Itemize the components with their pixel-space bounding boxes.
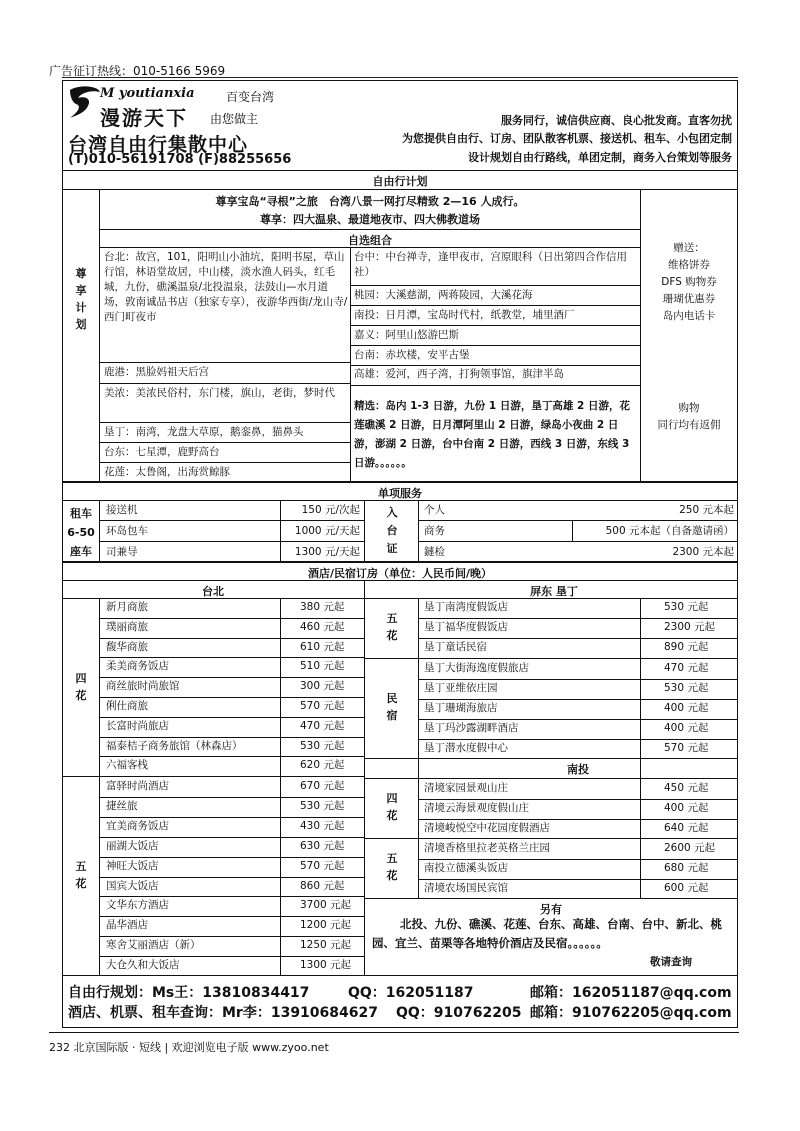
- hotel-name: 清境峻悦空中花园度假酒店: [424, 822, 550, 834]
- minsu-label: 民 宿: [386, 692, 398, 722]
- hotel-price: 620 元起: [300, 759, 345, 772]
- visa-price: 500 元本起（自备邀请函）: [605, 525, 734, 537]
- contact-planning-qq: QQ：162051187: [348, 985, 474, 1001]
- plan-title: 自由行计划: [372, 175, 428, 188]
- visa-type: 个人: [424, 504, 445, 516]
- plan-headline-1: 尊享宝岛“寻根”之旅 台湾八景一网打尽精致 2—16 人成行。: [215, 195, 525, 208]
- route-tainan: 台南：赤坎楼，安平古堡: [354, 349, 470, 361]
- contact-planning-mail: 邮箱：162051187@qq.com: [530, 985, 732, 1001]
- kenting-five-label: 五 花: [386, 612, 398, 642]
- hotel-name: 垦丁童话民宿: [424, 641, 487, 653]
- nantou-five-label: 五 花: [386, 852, 398, 882]
- services-title: 单项服务: [378, 487, 422, 500]
- brand-tagline-2: 由您做主: [210, 112, 259, 126]
- brand-phone: (T)010-56191708 (F)88255656: [68, 152, 292, 167]
- hotel-price: 530 元起: [664, 601, 709, 613]
- hotel-name: 垦丁福华度假饭店: [424, 621, 508, 633]
- rent-price: 1300 元/天起: [294, 546, 360, 558]
- hotel-price: 640 元起: [664, 822, 709, 834]
- hotel-price: 860 元起: [300, 879, 345, 892]
- logo-swirl-icon: [68, 84, 102, 120]
- hotel-price: 430 元起: [300, 819, 345, 832]
- hotel-name: 长富时尚旅店: [106, 719, 169, 732]
- hotel-price: 530 元起: [300, 739, 345, 752]
- hotel-price: 470 元起: [300, 719, 345, 732]
- hotel-name: 垦丁南湾度假饭店: [424, 601, 508, 613]
- top-rule: [62, 77, 738, 78]
- contact-planning: 自由行规划：Ms王：13810834417: [68, 985, 310, 1001]
- hotel-price: 460 元起: [300, 620, 345, 633]
- nantou-header: 南投: [567, 763, 589, 776]
- hotel-name: 文华东方酒店: [106, 899, 169, 912]
- hotel-name: 璞丽商旅: [106, 620, 148, 633]
- hotel-price: 570 元起: [664, 742, 709, 754]
- plan-side-label: 尊 享 计 划: [75, 267, 87, 331]
- gift-list: 赠送： 维格饼券 DFS 购物券 珊瑚优惠券 岛内电话卡: [661, 242, 717, 322]
- hotel-price: 510 元起: [300, 660, 345, 673]
- ad-hotline: 广告征订热线：010-5166 5969: [49, 64, 226, 78]
- route-kenting: 垦丁：南湾，龙盘大草原，鹅銮鼻，猫鼻头: [104, 426, 304, 438]
- hotel-name: 福泰桔子商务旅馆（林森店）: [106, 739, 243, 752]
- hotel-price: 1250 元起: [300, 939, 352, 952]
- visa-price: 250 元本起: [679, 504, 734, 516]
- hotel-name: 垦丁珊瑚海旅店: [424, 702, 498, 714]
- page-footer: 232 北京国际版 · 短线 | 欢迎浏览电子版 www.zyoo.net: [49, 1041, 329, 1054]
- hotel-price: 530 元起: [300, 799, 345, 812]
- hotel-name: 垦丁玛沙露湖畔酒店: [424, 722, 519, 734]
- four-flower-label: 四 花: [75, 672, 87, 702]
- visa-type: 商务: [424, 525, 445, 537]
- route-lukang: 鹿港：黑脸妈祖天后宫: [104, 366, 209, 378]
- hotel-name: 垦丁大街海逸度假旅店: [424, 662, 529, 674]
- hotel-price: 3700 元起: [300, 899, 352, 912]
- brand-tagline-1: 百变台湾: [226, 90, 275, 104]
- hotel-name: 国宾大饭店: [106, 879, 159, 892]
- rent-service: 司兼导: [106, 546, 138, 558]
- brand-center-name: 台湾自由行集散中心: [68, 134, 249, 156]
- hotel-price: 300 元起: [300, 680, 345, 693]
- route-taitung: 台东：七星潭，鹿野高台: [104, 446, 220, 458]
- hotel-name: 大仓久和大饭店: [106, 959, 180, 972]
- visa-type: 鏈检: [424, 546, 445, 558]
- hotel-name: 垦丁亚维依庄园: [424, 682, 498, 694]
- brand-english: M youtianxia: [100, 86, 195, 101]
- hotel-price: 680 元起: [664, 862, 709, 874]
- hotel-price: 600 元起: [664, 882, 709, 894]
- hotel-price: 1300 元起: [300, 959, 352, 972]
- route-nantou: 南投：日月潭，宝岛时代村，纸教堂，埔里酒厂: [354, 309, 575, 321]
- visa-label: 入 台 证: [386, 506, 398, 555]
- hotel-price: 890 元起: [664, 641, 709, 653]
- pingtung-header: 屏东 垦丁: [530, 585, 578, 598]
- combo-title: 自选组合: [348, 234, 392, 247]
- contact-booking-mail: 邮箱：910762205@qq.com: [530, 1005, 732, 1021]
- hotel-name: 馥华商旅: [106, 640, 148, 653]
- hotel-name: 宜美商务饭店: [106, 819, 169, 832]
- hotel-name: 寒舍艾丽酒店（新）: [106, 939, 201, 952]
- hotel-name: 六福客栈: [106, 759, 148, 772]
- other-hotels: 北投、九份、礁溪、花莲、台东、高雄、台南、台中、新北、桃园、宜兰、苗栗等各地特价酒店及民宿。。。。。。: [372, 917, 722, 950]
- route-meinong: 美浓：美浓民俗村，东门楼，旗山，老街，梦时代: [104, 387, 335, 399]
- other-title: 另有: [540, 903, 562, 916]
- hotel-name: 商丝旅时尚旅馆: [106, 680, 180, 693]
- slogan-3: 设计规划自由行路线，单团定制，商务入台策划等服务: [468, 151, 732, 164]
- hotel-name: 丽湖大饭店: [106, 839, 159, 852]
- slogan-1: 服务同行，诚信供应商、良心批发商。直客勿扰: [501, 114, 732, 127]
- rent-price: 1000 元/天起: [294, 525, 360, 537]
- hotel-name: 清境农场国民宾馆: [424, 882, 508, 894]
- hotel-price: 610 元起: [300, 640, 345, 653]
- route-hualien: 花莲：太鲁阁，出海赏鲸豚: [104, 466, 230, 478]
- hotel-name: 新月商旅: [106, 601, 148, 613]
- hotel-price: 2600 元起: [664, 842, 716, 854]
- selected-tours: 精选：岛内 1-3 日游，九份 1 日游，垦丁高雄 2 日游，花莲礁溪 2 日游，日月潭阿里山 2 日游，绿岛小夜曲 2 日游，澎湖 2 日游，台中台南 2 日游，西线 3 日游，东线 3 日游。。。。。。: [354, 400, 631, 469]
- hotel-name: 俐仕商旅: [106, 700, 148, 712]
- hotel-price: 470 元起: [664, 662, 709, 674]
- hotel-price: 400 元起: [664, 802, 709, 814]
- hotels-title: 酒店/民宿订房（单位：人民币间/晚）: [307, 567, 493, 580]
- hotel-price: 1200 元起: [300, 919, 352, 932]
- hotel-name: 清境家园景观山庄: [424, 782, 508, 794]
- contact-booking: 酒店、机票、租车查询：Mr李：13910684627: [68, 1005, 378, 1021]
- contact-booking-qq: QQ：910762205: [396, 1005, 522, 1021]
- hotel-price: 400 元起: [664, 702, 709, 714]
- other-end: 敬请查询: [650, 956, 692, 968]
- hotel-price: 670 元起: [300, 780, 345, 792]
- hotel-name: 神旺大饭店: [106, 859, 159, 872]
- brand-chinese: 漫游天下: [100, 106, 188, 130]
- hotel-name: 捷丝旅: [106, 799, 138, 812]
- hotel-price: 380 元起: [300, 601, 345, 613]
- shopping-note: 购物 同行均有返佣: [657, 402, 721, 431]
- route-kaohsiung: 高雄：爱河，西子湾，打狗领事馆，旗津半岛: [354, 368, 564, 380]
- rent-service: 接送机: [106, 504, 138, 516]
- hotel-name: 柔美商务饭店: [106, 660, 169, 673]
- hotel-price: 400 元起: [664, 722, 709, 734]
- slogan-2: 为您提供自由行、订房、团队散客机票、接送机、租车、小包团定制: [402, 132, 732, 145]
- hotel-name: 晶华酒店: [106, 919, 148, 932]
- route-taichung: 台中：中台禅寺，逢甲夜市，宫原眼科（日出第四合作信用社）: [354, 251, 627, 278]
- visa-price: 2300 元本起: [672, 546, 734, 558]
- rent-label: 租车 6-50 座车: [67, 507, 95, 558]
- route-taoyuan: 桃园：大溪慈湖，两蒋陵园，大溪花海: [354, 289, 533, 301]
- plan-headline-2: 尊享：四大温泉、最道地夜市、四大佛教道场: [260, 213, 480, 226]
- hotel-name: 清境香格里拉老英格兰庄园: [424, 842, 550, 854]
- hotel-price: 570 元起: [300, 859, 345, 872]
- route-chiayi: 嘉义：阿里山悠游巴斯: [354, 329, 459, 341]
- hotel-price: 570 元起: [300, 700, 345, 712]
- hotel-price: 530 元起: [664, 682, 709, 694]
- hotel-name: 富驿时尚酒店: [106, 780, 169, 792]
- hotel-price: 450 元起: [664, 782, 709, 794]
- hotel-price: 2300 元起: [664, 621, 716, 633]
- rent-price: 150 元/次起: [301, 504, 360, 516]
- hotel-name: 垦丁潜水度假中心: [424, 742, 508, 754]
- rent-service: 环岛包车: [106, 525, 148, 537]
- hotel-name: 清境云海景观度假山庄: [424, 802, 529, 814]
- route-taipei: 台北：故宫，101，阳明山小油坑，阳明书屋，草山行馆，林语堂故居，中山楼，淡水渔人码头，红毛城，九份，礁溪温泉/北投温泉，法鼓山—水月道场，敦南诚品书店（独家专享），夜游华西街/龙山寺/西门町夜市: [104, 251, 348, 323]
- five-flower-label: 五 花: [75, 860, 87, 890]
- taipei-header: 台北: [202, 585, 224, 598]
- hotel-price: 630 元起: [300, 839, 345, 852]
- hotel-name: 南投立德溪头饭店: [424, 862, 508, 874]
- nantou-four-label: 四 花: [386, 792, 398, 822]
